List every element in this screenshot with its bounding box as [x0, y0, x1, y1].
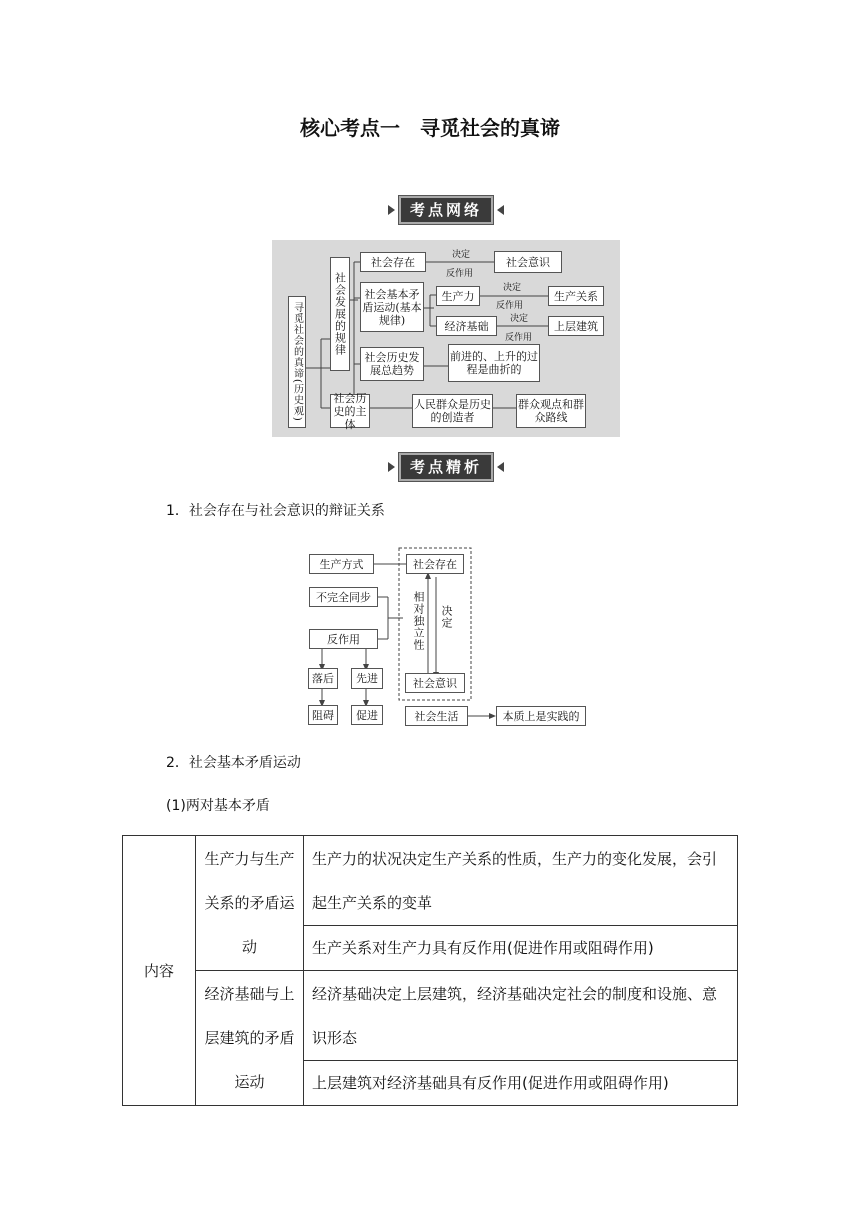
- network-existence: 社会存在: [360, 252, 426, 272]
- diagram-relative: 相对独立性: [412, 591, 425, 651]
- table-cell: 经济基础决定上层建筑，经济基础决定社会的制度和设施、意识形态: [304, 971, 738, 1061]
- triangle-right-icon: [388, 462, 395, 472]
- diagram-decide: 决定: [440, 605, 453, 629]
- network-react-3: 反作用: [505, 333, 533, 343]
- table-row-name: 经济基础与上层建筑的矛盾运动: [196, 971, 304, 1106]
- diagram-hinder: 阻碍: [308, 705, 338, 725]
- diagram-mode: 生产方式: [309, 554, 374, 574]
- diagram-essence: 本质上是实践的: [496, 706, 586, 726]
- network-subject: 社会历史的主体: [330, 394, 370, 428]
- diagram-life: 社会生活: [405, 706, 468, 726]
- network-trend: 社会历史发展总趋势: [360, 347, 424, 381]
- table-row-name: 生产力与生产关系的矛盾运动: [196, 836, 304, 971]
- table-cell: 上层建筑对经济基础具有反作用(促进作用或阻碍作用): [304, 1061, 738, 1106]
- network-decide-3: 决定: [510, 314, 529, 324]
- existence-consciousness-diagram: [300, 545, 592, 733]
- contradiction-table: [122, 835, 738, 1106]
- diagram-react: 反作用: [309, 629, 378, 649]
- network-law: 社会发展的规律: [330, 257, 350, 371]
- triangle-left-icon: [497, 205, 504, 215]
- page-title: 核心考点一 寻觅社会的真谛: [300, 116, 560, 140]
- table-label: 内容: [123, 836, 196, 1106]
- banner-analysis: 考点精析: [388, 452, 504, 482]
- section2-sub: (1)两对基本矛盾: [166, 798, 270, 814]
- network-decide-1: 决定: [452, 250, 471, 260]
- diagram-advanced: 先进: [351, 668, 383, 689]
- diagram-consciousness: 社会意识: [405, 673, 465, 693]
- knowledge-network-diagram: [272, 240, 620, 437]
- network-react-2: 反作用: [496, 301, 524, 311]
- network-people: 人民群众是历史的创造者: [412, 394, 493, 428]
- diagram-async: 不完全同步: [309, 587, 378, 607]
- banner-network: 考点网络: [388, 195, 504, 225]
- diagram-promote: 促进: [351, 705, 383, 725]
- section1-heading: 1．社会存在与社会意识的辩证关系: [166, 503, 385, 519]
- network-production-relations: 生产关系: [548, 286, 604, 306]
- network-productive-forces: 生产力: [436, 286, 480, 306]
- network-root: 寻觅社会的真谛(历史观): [288, 296, 306, 428]
- diagram-existence: 社会存在: [406, 554, 464, 574]
- table-cell: 生产关系对生产力具有反作用(促进作用或阻碍作用): [304, 926, 738, 971]
- network-mass-line: 群众观点和群众路线: [516, 394, 586, 428]
- network-economic-base: 经济基础: [436, 316, 497, 336]
- table-cell: 生产力的状况决定生产关系的性质，生产力的变化发展，会引起生产关系的变革: [304, 836, 738, 926]
- triangle-right-icon: [388, 205, 395, 215]
- network-decide-2: 决定: [503, 283, 522, 293]
- network-superstructure: 上层建筑: [548, 316, 604, 336]
- triangle-left-icon: [497, 462, 504, 472]
- section2-heading: 2．社会基本矛盾运动: [166, 755, 301, 771]
- network-consciousness: 社会意识: [494, 251, 562, 273]
- network-basic-motion: 社会基本矛盾运动(基本规律): [360, 282, 424, 332]
- diagram-behind: 落后: [308, 668, 338, 689]
- network-react-1: 反作用: [446, 269, 474, 279]
- network-trend-desc: 前进的、上升的过程是曲折的: [448, 344, 540, 382]
